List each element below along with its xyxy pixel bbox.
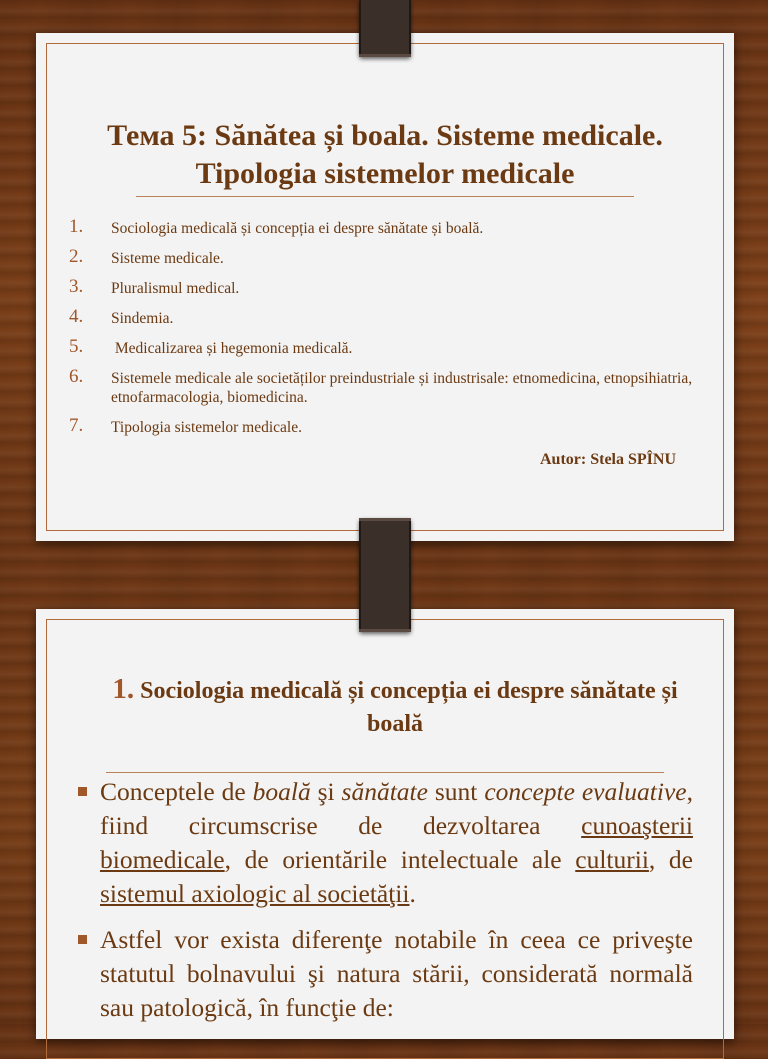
bullet-list [76, 775, 693, 1037]
list-item [69, 276, 699, 298]
binder-clip-top [359, 0, 411, 57]
text-run-italic: concepte evaluative [484, 777, 687, 806]
section-title-text: Sociologia medicală și concepția ei despre sănătate și boală [140, 678, 678, 737]
item-text: Pluralismul medical. [111, 280, 240, 297]
item-text: Sociologia medicală și concepția ei despre sănătate și boală. [111, 220, 484, 237]
list-item [69, 415, 699, 437]
item-text: Tipologia sistemelor medicale. [111, 419, 302, 436]
list-item [69, 246, 699, 268]
item-number: 5. [69, 336, 84, 357]
text-run-underlined: cunoaşterii biomedicale [100, 811, 693, 874]
text-run-underlined: culturii [575, 845, 649, 874]
slide-1 [36, 33, 734, 541]
item-number: 6. [69, 366, 84, 387]
list-item [69, 336, 699, 358]
text-run: , fiind circumscrise de dezvoltarea [100, 777, 693, 840]
bullet-text: Astfel vor exista diferenţe notabile în ceea ce priveşte statutul bolnavului şi natura stării, considerată normală sau patologică, în funcţie de: [100, 925, 693, 1022]
list-item [69, 366, 699, 407]
item-text: Sistemele medicale ale societăților preindustriale și industrisale: etnomedicina, etnopsihiatria, etnofarmacologia, biomedicina. [111, 370, 693, 406]
text-run: . [409, 879, 416, 908]
item-text: Sindemia. [111, 310, 174, 327]
item-number: 2. [69, 246, 84, 267]
text-run: Conceptele de [100, 777, 253, 806]
bullet-item [76, 775, 693, 911]
list-item [69, 306, 699, 328]
item-text: Sisteme medicale. [111, 250, 224, 267]
text-run: şi [310, 777, 342, 806]
item-number: 4. [69, 306, 84, 327]
item-number: 1. [69, 216, 84, 237]
item-number: 7. [69, 415, 84, 436]
text-run: , de [648, 845, 693, 874]
text-run-italic: boală [252, 777, 311, 806]
item-text: Medicalizarea și hegemonia medicală. [111, 340, 353, 357]
text-run: sunt [427, 777, 485, 806]
slide-2 [36, 609, 734, 1039]
title-divider [106, 772, 664, 773]
section-title [96, 673, 694, 741]
author-credit: Autor: Stela SPÎNU [540, 451, 676, 468]
slide-title: Тема 5: Sănătea și boala. Sisteme medicale. Tipologia sistemelor medicale [107, 119, 663, 190]
title-divider [136, 196, 634, 197]
list-item [69, 216, 699, 238]
section-number: 1. [112, 673, 135, 705]
bullet-item [76, 923, 693, 1025]
item-number: 3. [69, 276, 84, 297]
binder-clip-middle [359, 518, 411, 632]
text-run-underlined: sistemul axiologic al societăţii [100, 879, 410, 908]
text-run-italic: sănătate [341, 777, 428, 806]
text-run: , de orientările intelectuale ale [224, 845, 576, 874]
topics-list [69, 216, 699, 448]
